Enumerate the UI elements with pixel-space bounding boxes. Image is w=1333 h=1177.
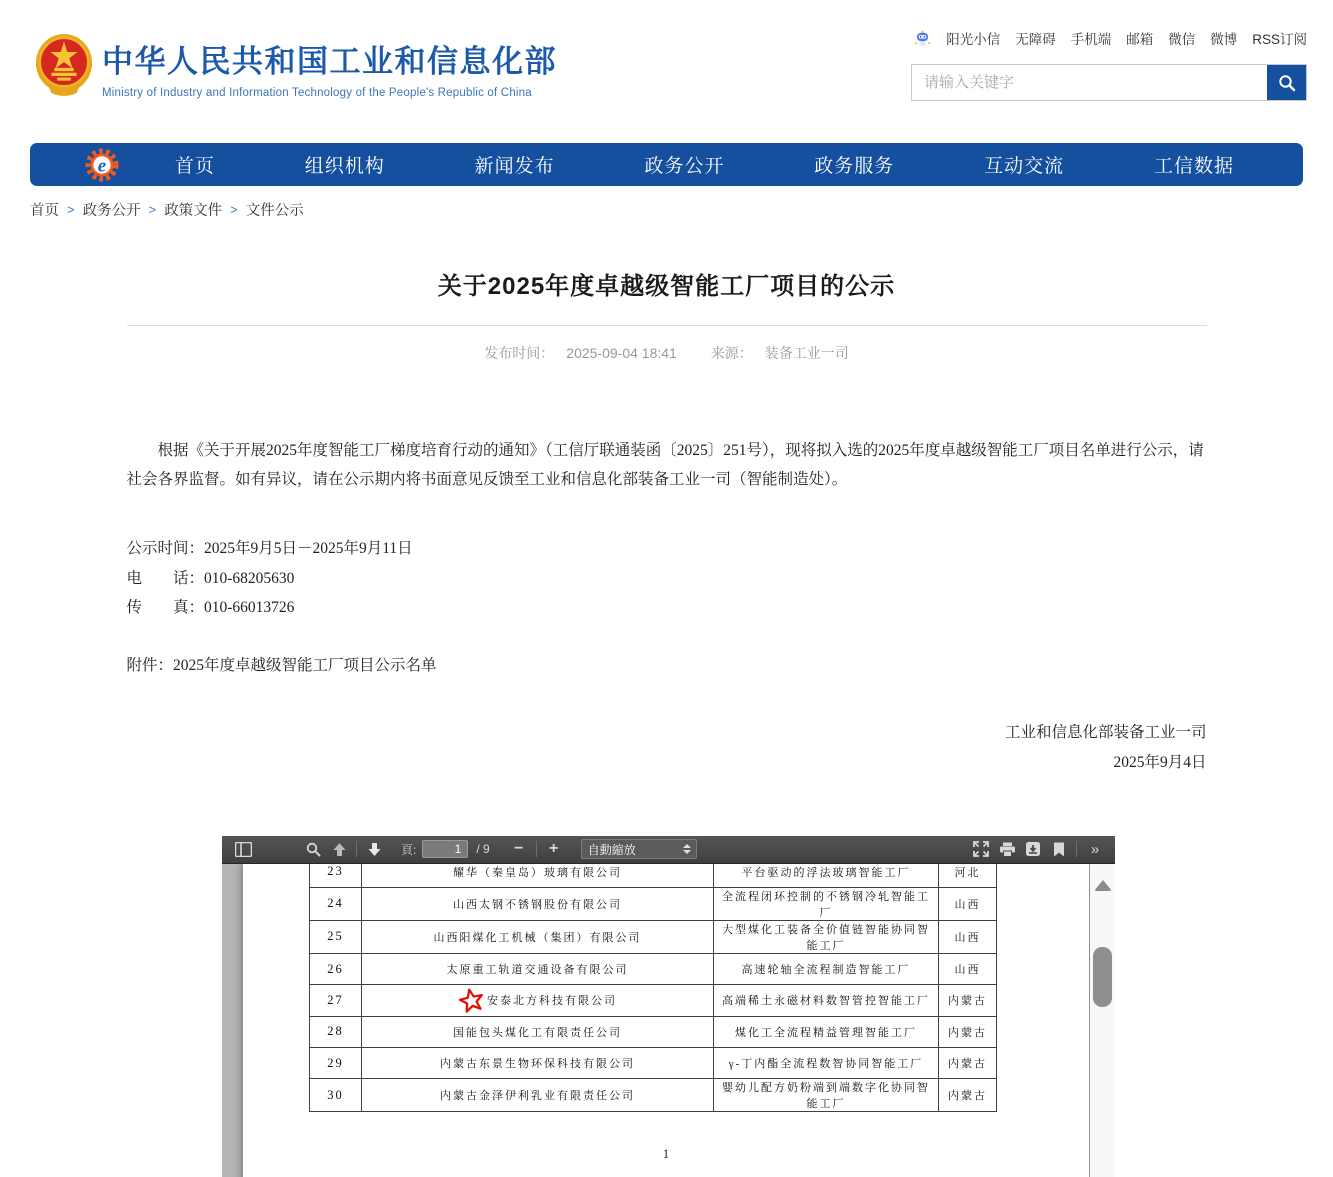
table-row xyxy=(310,1079,997,1112)
page-total: / 9 xyxy=(476,842,490,856)
notice-paragraph: 根据《关于开展2025年度智能工厂梯度培育行动的通知》（工信厅联通装函〔2025〕251号），现将拟入选的2025年度卓越级智能工厂项目名单进行公示，请社会各界监督。如有异议，请在公示期内将书面意见反馈至工业和信息化部装备工业一司（智能制造处）。 xyxy=(126,442,1204,488)
breadcrumb-separator: > xyxy=(230,202,238,217)
quick-link[interactable]: 阳光小信 xyxy=(946,32,1001,47)
table-row xyxy=(310,953,997,984)
article-meta xyxy=(127,326,1207,380)
cell-province: 内蒙古 xyxy=(939,1048,997,1079)
nav-item-3[interactable]: 政务公开 xyxy=(644,156,725,177)
quick-link[interactable]: RSS订阅 xyxy=(1252,32,1307,47)
zoom-in-button[interactable]: + xyxy=(541,837,567,861)
toolbar-separator xyxy=(1076,841,1077,857)
source-value: 装备工业一司 xyxy=(764,345,849,361)
nav-item-2[interactable]: 新闻发布 xyxy=(474,156,555,177)
article-body xyxy=(127,436,1207,778)
site-title: 中华人民共和国工业和信息化部 xyxy=(102,44,557,79)
search-button[interactable] xyxy=(1267,65,1306,100)
zoom-out-button[interactable]: − xyxy=(506,837,532,861)
nav-item-6[interactable]: 工信数据 xyxy=(1153,156,1234,177)
pdf-search-icon xyxy=(306,842,321,857)
more-tools-button[interactable]: » xyxy=(1081,837,1107,861)
previous-page-button[interactable] xyxy=(326,837,352,861)
scale-select-value: 自動縮放 xyxy=(587,842,636,857)
search-icon xyxy=(1278,74,1296,92)
download-button[interactable] xyxy=(1020,837,1046,861)
breadcrumb-separator: > xyxy=(148,202,157,217)
table-row xyxy=(310,887,997,920)
quick-link[interactable]: 微博 xyxy=(1210,32,1238,47)
pdf-page-number: 1 xyxy=(662,1146,670,1161)
main-nav xyxy=(30,143,1303,186)
quick-links xyxy=(914,28,1307,48)
arrow-down-icon xyxy=(367,842,382,857)
select-arrows-icon xyxy=(683,844,691,854)
cell-project: γ-丁内酯全流程数智协同智能工厂 xyxy=(714,1048,939,1079)
signature-block xyxy=(127,718,1207,778)
info-line: 公示时间：2025年9月5日－2025年9月11日 xyxy=(126,540,413,557)
cell-province: 内蒙古 xyxy=(939,1079,997,1112)
cell-project: 婴幼儿配方奶粉端到端数字化协同智能工厂 xyxy=(714,1079,939,1112)
pdf-body xyxy=(222,864,1115,1177)
toolbar-separator xyxy=(536,841,537,857)
cell-number: 27 xyxy=(310,985,362,1016)
breadcrumb-item-1[interactable]: 政务公开 xyxy=(82,203,141,219)
sidebar-toggle-button[interactable] xyxy=(230,837,256,861)
search-box xyxy=(911,64,1307,101)
pdf-table xyxy=(309,864,997,1113)
pdf-search-button[interactable] xyxy=(300,837,326,861)
sidebar-toggle-icon xyxy=(235,842,252,857)
info-line: 传 真：010-66013726 xyxy=(126,599,295,616)
cell-company: 耀华（秦皇岛）玻璃有限公司 xyxy=(362,864,714,888)
article xyxy=(127,266,1207,778)
scrollbar-thumb[interactable] xyxy=(1093,947,1112,1007)
quick-link[interactable]: 微信 xyxy=(1168,32,1196,47)
cell-number: 26 xyxy=(310,953,362,984)
signature-department: 工业和信息化部装备工业一司 xyxy=(1004,723,1207,741)
zoom-controls xyxy=(506,837,697,861)
cell-number: 30 xyxy=(310,1079,362,1112)
cell-number: 29 xyxy=(310,1048,362,1079)
pdf-viewer xyxy=(222,836,1115,1177)
nav-item-4[interactable]: 政务服务 xyxy=(814,156,895,177)
arrow-up-icon xyxy=(332,842,347,857)
nav-item-0[interactable]: 首页 xyxy=(174,156,215,177)
nav-items xyxy=(130,151,1279,178)
search-input[interactable] xyxy=(912,65,1267,100)
site-header xyxy=(0,0,1333,143)
cell-number: 25 xyxy=(310,920,362,953)
gear-e-logo-icon xyxy=(84,147,120,183)
starred-company xyxy=(364,987,711,1014)
table-row xyxy=(310,985,997,1016)
cell-province: 山西 xyxy=(939,920,997,953)
fullscreen-icon xyxy=(973,841,989,857)
bookmark-button[interactable] xyxy=(1046,837,1072,861)
page-title: 关于2025年度卓越级智能工厂项目的公示 xyxy=(437,273,896,300)
cell-number: 24 xyxy=(310,887,362,920)
publish-time-label: 发布时间： xyxy=(484,345,555,361)
nav-item-1[interactable]: 组织机构 xyxy=(304,156,385,177)
cell-number: 28 xyxy=(310,1016,362,1047)
cell-company: 太原重工轨道交通设备有限公司 xyxy=(362,953,714,984)
scale-select-dropdown[interactable] xyxy=(581,839,697,859)
cell-province: 河北 xyxy=(939,864,997,888)
breadcrumb xyxy=(30,186,1303,230)
download-icon xyxy=(1025,841,1041,857)
table-row xyxy=(310,920,997,953)
nav-item-5[interactable]: 互动交流 xyxy=(984,156,1065,177)
cell-province: 山西 xyxy=(939,953,997,984)
pdf-table-body xyxy=(310,864,997,1112)
next-page-button[interactable] xyxy=(361,837,387,861)
cell-project: 全流程闭环控制的不锈钢冷轧智能工厂 xyxy=(714,887,939,920)
breadcrumb-separator: > xyxy=(67,202,75,217)
red-star-icon xyxy=(455,984,487,1016)
publish-time-value: 2025-09-04 18:41 xyxy=(566,345,677,361)
breadcrumb-item-0[interactable]: 首页 xyxy=(30,203,59,219)
cell-company: 内蒙古东景生物环保科技有限公司 xyxy=(362,1048,714,1079)
print-button[interactable] xyxy=(994,837,1020,861)
quick-link[interactable]: 邮箱 xyxy=(1126,32,1154,47)
svg-text:e: e xyxy=(97,155,107,176)
quick-link[interactable]: 手机端 xyxy=(1070,32,1112,47)
info-line: 电 话：010-68205630 xyxy=(126,569,295,587)
toolbar-right-group xyxy=(968,837,1107,861)
printer-icon xyxy=(999,842,1016,857)
assistant-robot-icon xyxy=(914,29,931,47)
cell-project: 高端稀土永磁材料数智管控智能工厂 xyxy=(714,985,939,1016)
cell-company: 国能包头煤化工有限责任公司 xyxy=(362,1016,714,1047)
presentation-mode-button[interactable] xyxy=(968,837,994,861)
table-row xyxy=(310,1016,997,1047)
quick-link[interactable]: 无障碍 xyxy=(1015,32,1056,47)
cell-project: 煤化工全流程精益管理智能工厂 xyxy=(714,1016,939,1047)
scrollbar-up-icon[interactable] xyxy=(1094,880,1112,891)
cell-project: 平台驱动的浮法玻璃智能工厂 xyxy=(714,864,939,888)
signature-date: 2025年9月4日 xyxy=(1113,753,1207,771)
page-number-input[interactable] xyxy=(422,840,468,858)
cell-company: 山西太钢不锈钢股份有限公司 xyxy=(362,887,714,920)
pdf-toolbar xyxy=(222,836,1115,864)
table-row xyxy=(310,1048,997,1079)
breadcrumb-item-2[interactable]: 政策文件 xyxy=(164,203,223,219)
cell-province: 山西 xyxy=(939,887,997,920)
cell-number: 23 xyxy=(310,864,362,888)
site-subtitle: Ministry of Industry and Information Technology of the People's Republic of China xyxy=(102,87,532,99)
national-emblem-logo xyxy=(35,33,93,97)
pdf-page xyxy=(243,864,1089,1177)
breadcrumb-item-3[interactable]: 文件公示 xyxy=(245,203,304,219)
source-label: 来源： xyxy=(710,345,753,361)
bookmark-icon xyxy=(1053,842,1065,857)
cell-province: 内蒙古 xyxy=(939,985,997,1016)
cell-province: 内蒙古 xyxy=(939,1016,997,1047)
company-name: 安泰北方科技有限公司 xyxy=(487,995,617,1008)
cell-project: 大型煤化工装备全价值链智能协同智能工厂 xyxy=(714,920,939,953)
pdf-scrollbar[interactable] xyxy=(1090,864,1115,1177)
toolbar-separator xyxy=(356,841,357,857)
page-label: 頁: xyxy=(401,842,417,857)
cell-company: 内蒙古金泽伊利乳业有限责任公司 xyxy=(362,1079,714,1112)
cell-company xyxy=(362,985,714,1016)
table-row xyxy=(310,864,997,888)
cell-project: 高速轮轴全流程制造智能工厂 xyxy=(714,953,939,984)
attachment-line: 附件：2025年度卓越级智能工厂项目公示名单 xyxy=(126,656,437,674)
info-lines xyxy=(127,534,1207,623)
site-title-block xyxy=(102,36,557,99)
cell-company: 山西阳煤化工机械（集团）有限公司 xyxy=(362,920,714,953)
